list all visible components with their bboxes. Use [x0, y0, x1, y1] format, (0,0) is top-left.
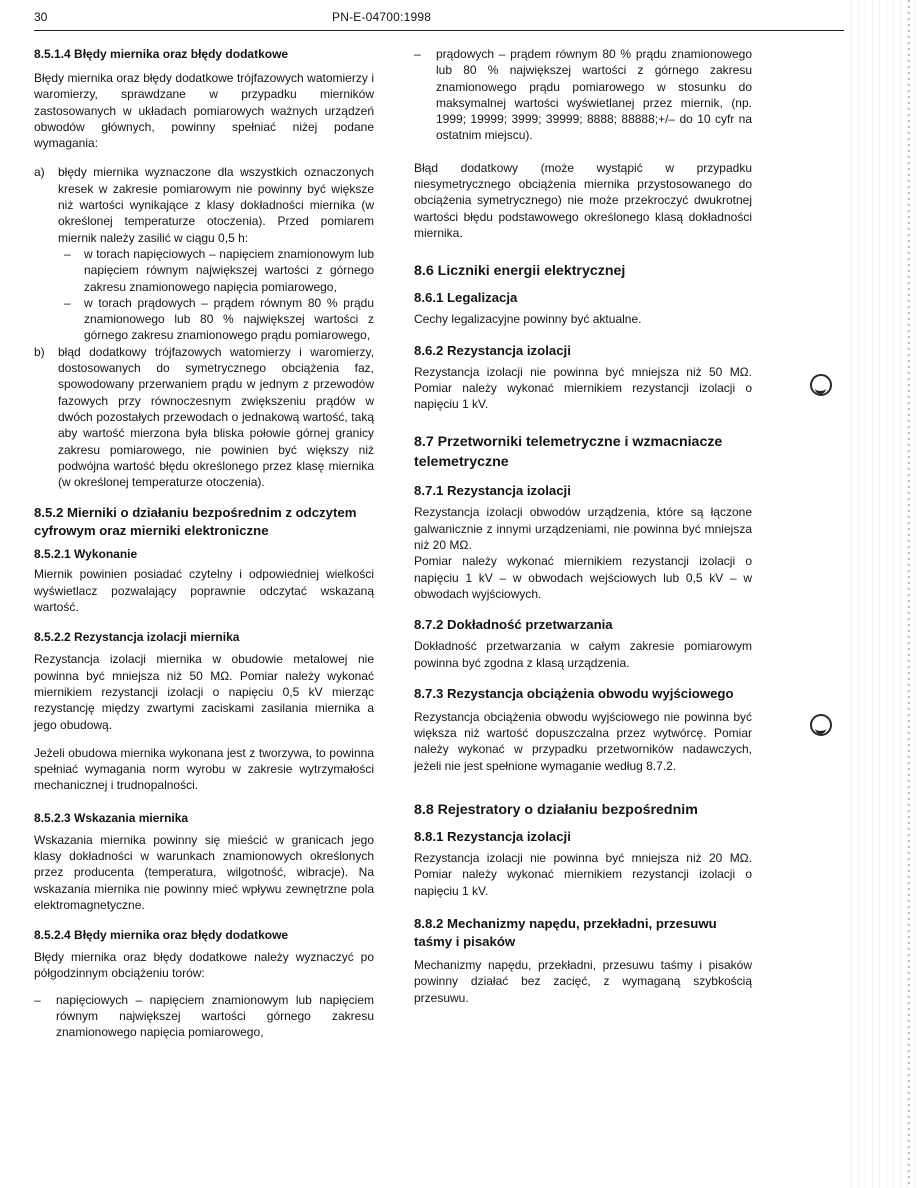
paragraph: Błąd dodatkowy (może wystąpić w przypadku niesymetrycznego obciążenia miernika przystosowanego do obciążenia symetrycznego) nie może przekroczyć dwukrotnej wartości błędu podstawowego określonego klasą dokładności miernika.: [414, 160, 752, 240]
list-item-dash: – w torach napięciowych – napięciem znamionowym lub napięciem równym największej wartości z górnego zakresu znamionowego napięcia pomiarowego,: [64, 246, 374, 294]
heading-8-6-1: 8.6.1 Legalizacja: [414, 290, 518, 306]
heading-8-5-2: 8.5.2 Mierniki o działaniu bezpośrednim z odczytem cyfrowym oraz mierniki elektroniczne: [34, 505, 357, 539]
list-item-dash: – prądowych – prądem równym 80 % prądu znamionowego lub 80 % największej wartości z górnego zakresu znamionowego prądu pomiarowego w stosunku do maksymalnej wartości wyświetlanej przez miernik, (np. 1999; 19999; 3999; 39999; 8888; 88888;+/– do 10 cyfr na ostatnim miejscu).: [414, 47, 752, 143]
heading-8-5-1-4: 8.5.1.4 Błędy miernika oraz błędy dodatkowe: [34, 47, 289, 61]
paragraph: Błędy miernika oraz błędy dodatkowe należy wyznaczyć po półgodzinnym obciążeniu torów:: [34, 950, 374, 981]
paragraph: Dokładność przetwarzania w całym zakresie pomiarowym powinna być zgodna z klasą urządzenia.: [414, 639, 752, 670]
heading-8-5-2-3: 8.5.2.3 Wskazania miernika: [34, 810, 189, 825]
heading-8-6-2: 8.6.2 Rezystancja izolacji: [414, 342, 571, 358]
page-header: [34, 10, 844, 31]
paragraph: Miernik powinien posiadać czytelny i odpowiedniej wielkości wyświetlacz pozwalający poprawnie odczytać wskazaną wartość.: [34, 567, 374, 615]
list-item-a: a) błędy miernika wyznaczone dla wszystkich oznaczonych kresek w zakresie pomiarowym nie powinny być większe niż wartości wynikające z klasy dokładności miernika (w określonej temperaturze otoczenia). Przed pomiarem miernik należy zasilić w ciągu 0,5 h:: [34, 165, 374, 245]
heading-8-5-2-4: 8.5.2.4 Błędy miernika oraz błędy dodatkowe: [34, 928, 289, 943]
list-item-dash: – w torach prądowych – prądem równym 80 % prądu znamionowego lub 80 % największej wartości z górnego zakresu znamionowego prądu pomiarowego,: [64, 295, 374, 343]
paragraph: Rezystancja izolacji miernika w obudowie metalowej nie powinna być mniejsza niż 50 MΩ. Pomiar należy wykonać miernikiem rezystancji izolacji o napięciu 0,5 kV mierząc rezystancję między zwartymi zaciskami zasilania miernika a jego obudową.: [34, 652, 374, 732]
heading-8-8: 8.8 Rejestratory o działaniu bezpośrednim: [414, 802, 698, 819]
heading-8-5-2-2: 8.5.2.2 Rezystancja izolacji miernika: [34, 630, 240, 645]
list-item-dash: – napięciowych – napięciem znamionowym lub napięciem równym największej wartości górnego zakresu znamionowego napięcia pomiarowego,: [34, 992, 374, 1040]
punch-hole-icon: [810, 714, 832, 736]
paragraph: Cechy legalizacyjne powinny być aktualne.: [414, 312, 642, 327]
heading-8-8-1: 8.8.1 Rezystancja izolacji: [414, 829, 571, 845]
heading-8-7-3: 8.7.3 Rezystancja obciążenia obwodu wyjściowego: [414, 685, 734, 701]
punch-hole-icon: [810, 374, 832, 396]
list-item-b: b) błąd dodatkowy trójfazowych watomierzy i waromierzy, dostosowanych do symetrycznego obciążenia faz, spowodowany przerwaniem prądu w jednym z przewodów fazowych przy równoczesnym zwiększeniu prądów w dwóch pozostałych przewodach o jednakową wartość, taką aby wartość mierzona była bliska połowie górnej granicy zakresu pomiarowego, nie powinien być większy niż podwójna wartość błędu określonego przez klasę miernika (w określonej temperaturze otoczenia).: [34, 344, 374, 490]
paragraph: Rezystancja obciążenia obwodu wyjściowego nie powinna być większa niż wartość dopuszczalna przez wytwórcę. Pomiar należy wykonać w przypadku przetworników nadawczych, jeżeli nie jest spełnione wymaganie według 8.7.2.: [414, 709, 752, 773]
heading-8-7: 8.7 Przetworniki telemetryczne i wzmacniacze telemetryczne: [414, 434, 723, 471]
standard-number: PN-E-04700:1998: [332, 10, 432, 24]
scan-edge-line: [908, 0, 910, 1188]
paragraph: Błędy miernika oraz błędy dodatkowe trójfazowych watomierzy i waromierzy, sprawdzane w przypadku mierników zastosowanych w układach pomiarowych ważnych urządzeń obwodów głównych, powinny spełniać niżej podane wymagania:: [34, 71, 374, 151]
paragraph: Rezystancja izolacji nie powinna być mniejsza niż 20 MΩ. Pomiar należy wykonać miernikiem rezystancji izolacji o napięciu 1 kV.: [414, 851, 752, 898]
paragraph: Rezystancja izolacji obwodów urządzenia, które są łączone galwanicznie z innymi urządzeniami, nie powinna być mniejsza niż 20 MΩ.: [414, 505, 752, 553]
paragraph: Mechanizmy napędu, przekładni, przesuwu taśmy i pisaków powinny działać bez zacięć, z wymaganą szybkością przesuwu.: [414, 957, 752, 1005]
heading-8-7-1: 8.7.1 Rezystancja izolacji: [414, 483, 571, 499]
heading-8-8-2: 8.8.2 Mechanizmy napędu, przekładni, przesuwu taśmy i pisaków: [414, 915, 717, 949]
paragraph: Pomiar należy wykonać miernikiem rezystancji izolacji o napięciu 1 kV – w obwodach wejściowych lub 0,5 kV – w obwodach wyjściowych.: [414, 554, 752, 601]
page-number: 30: [34, 10, 48, 24]
heading-8-6: 8.6 Liczniki energii elektrycznej: [414, 263, 626, 280]
paragraph: Jeżeli obudowa miernika wykonana jest z tworzywa, to powinna spełniać wymagania norm wyrobu w zakresie wytrzymałości mechanicznej i trudnopalności.: [34, 745, 374, 793]
paragraph: Rezystancja izolacji nie powinna być mniejsza niż 50 MΩ. Pomiar należy wykonać miernikiem rezystancji izolacji o napięciu 1 kV.: [414, 364, 752, 412]
paragraph: Wskazania miernika powinny się mieścić w granicach jego klasy dokładności w warunkach znamionowych określonych przez producenta (temperatura, wilgotność, wibracje). Na wskazania miernika nie powinny mieć wpływu zewnętrzne pola elektromagnetyczne.: [34, 832, 374, 912]
heading-8-7-2: 8.7.2 Dokładność przetwarzania: [414, 617, 613, 633]
left-column: [34, 46, 374, 1041]
right-column: [414, 46, 752, 1006]
heading-8-5-2-1: 8.5.2.1 Wykonanie: [34, 547, 138, 562]
